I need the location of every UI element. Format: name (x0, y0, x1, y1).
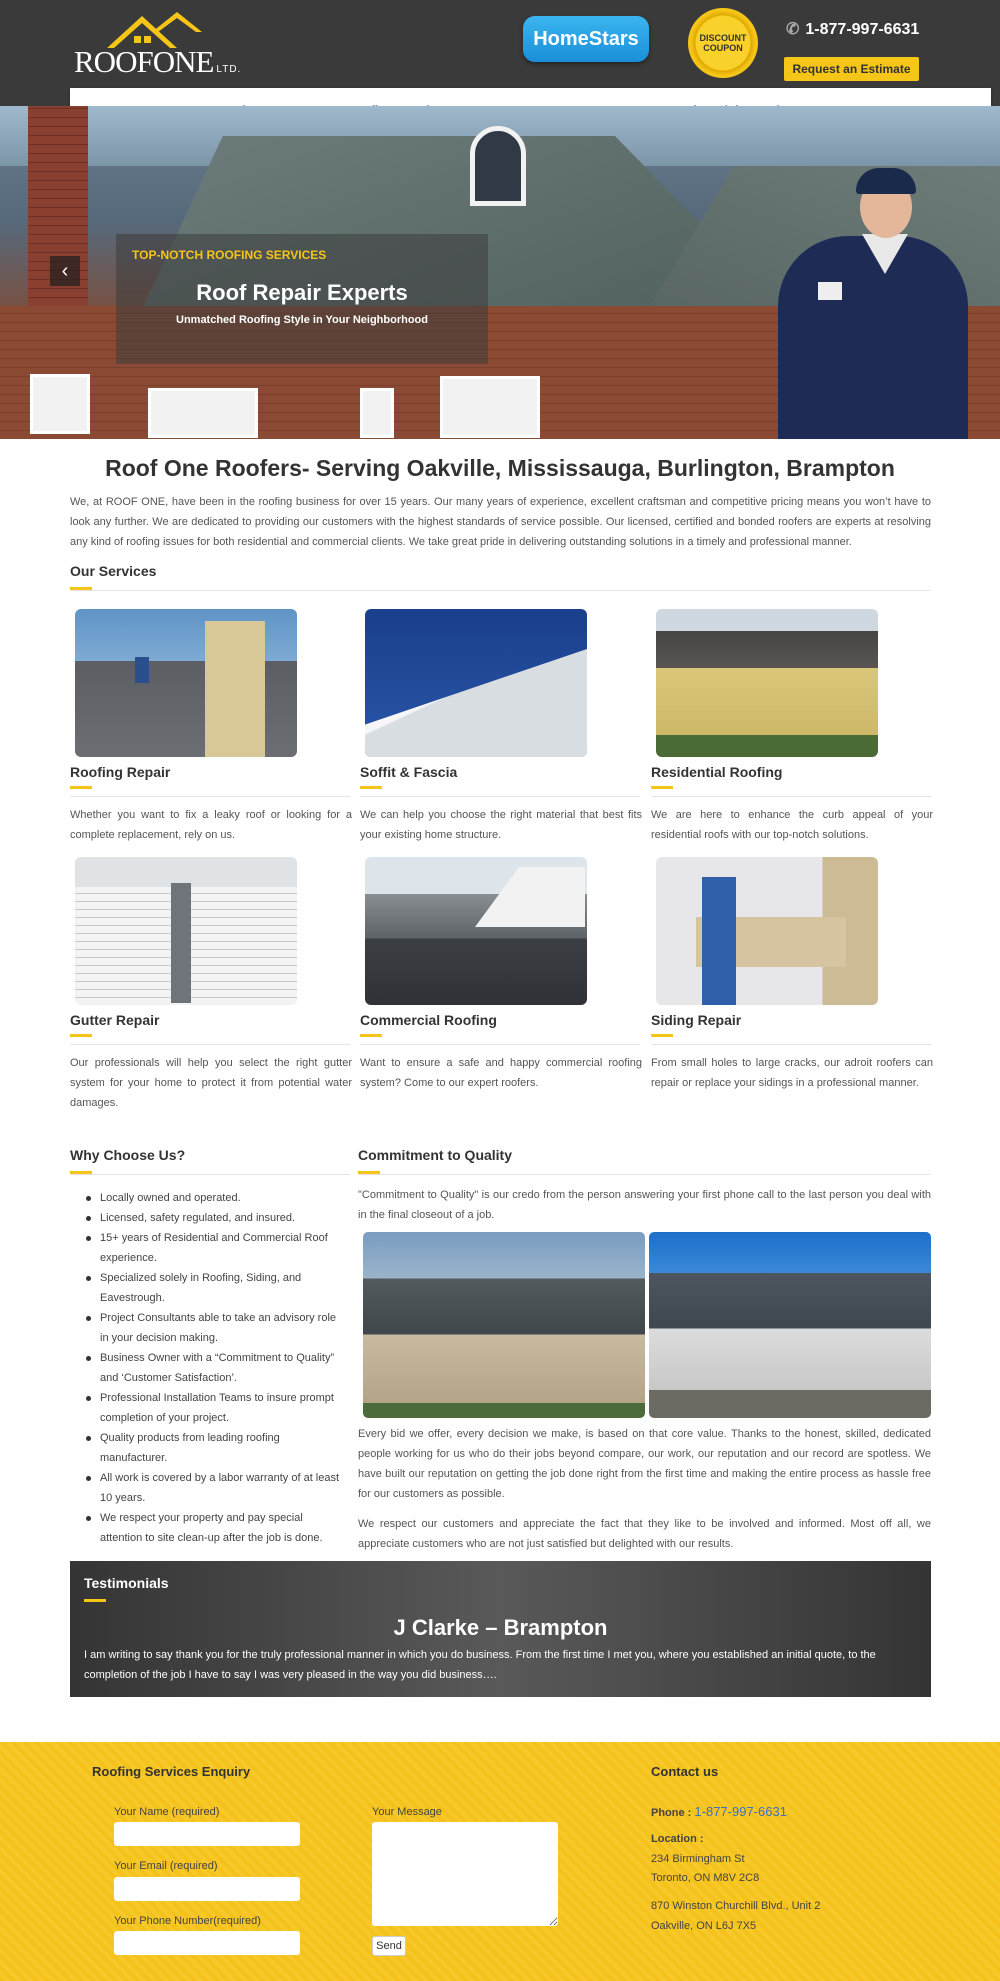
homestars-badge[interactable]: HomeStars (523, 16, 649, 62)
list-item: We respect your property and pay special attention to site clean-up after the job is done. (86, 1508, 346, 1548)
service-desc-soffit-fascia: We can help you choose the right material that best fits your existing home structure. (360, 809, 642, 841)
phone-field[interactable] (114, 1931, 300, 1955)
name-field[interactable] (114, 1822, 300, 1846)
list-item: Licensed, safety regulated, and insured. (86, 1208, 346, 1228)
roofer-photo (778, 146, 968, 439)
discount-coupon-badge[interactable]: DISCOUNT COUPON (688, 8, 758, 78)
divider (360, 796, 640, 797)
soffit-shape (365, 649, 587, 757)
email-label: Your Email (required) (114, 1860, 218, 1872)
service-image-siding-repair[interactable] (656, 857, 878, 1005)
service-desc-commercial-roofing: Want to ensure a safe and happy commercial roofing system? Come to our expert roofers. (360, 1057, 642, 1089)
contact-phone: Phone : 1-877-997-6631 (651, 1804, 787, 1819)
service-title-roofing-repair[interactable]: Roofing Repair (70, 764, 171, 780)
service-title-commercial-roofing[interactable]: Commercial Roofing (360, 1012, 497, 1028)
logo-wordmark: ROOFONE LTD. (74, 44, 242, 79)
hero-window (148, 388, 258, 438)
hero-dormer-window (470, 126, 526, 206)
hero-title: Roof Repair Experts (196, 280, 408, 305)
quality-paragraph-2: Every bid we offer, every decision we make, is based on that core value. Thanks to the honest, skilled, dedicated people working for us who do their jobs beyond compare, our work, our reputation and our record are spotless. We have built our reputation on getting the job done right from the first time and making the entire process as hassle free for our customers as possible. (358, 1428, 931, 1500)
address-1-line-2: Toronto, ON M8V 2C8 (651, 1872, 760, 1884)
contact-phone-link[interactable]: 1-877-997-6631 (694, 1804, 787, 1819)
hero-tagline: TOP-NOTCH ROOFING SERVICES (132, 248, 327, 262)
quality-image-house-1 (363, 1232, 645, 1418)
site-logo[interactable] (72, 10, 242, 79)
quality-paragraph-3: We respect our customers and appreciate the fact that they like to be involved and informed. Most off all, we appreciate customers who are not just satisfied but delighted with our results. (358, 1518, 931, 1550)
address-1-line-1: 234 Birmingham St (651, 1853, 745, 1865)
service-desc-roofing-repair: Whether you want to fix a leaky roof or looking for a complete replacement, rely on us. (70, 809, 352, 841)
divider (358, 1174, 931, 1175)
message-label: Your Message (372, 1806, 442, 1818)
quality-heading: Commitment to Quality (358, 1147, 513, 1163)
service-title-siding-repair[interactable]: Siding Repair (651, 1012, 742, 1028)
divider (70, 590, 931, 591)
worker-figure (135, 657, 149, 683)
message-field[interactable] (372, 1822, 558, 1926)
intro-paragraph: We, at ROOF ONE, have been in the roofing business for over 15 years. Our many years of experience, excellent craftsman and competitive pricing means you won’t have to look any further. We are dedicated to providing our customers with the highest standards of service possible. Our licensed, certified and bonded roofers are experts at resolving any kind of roofing issues for both residential and commercial clients. We take great pride in delivering outstanding solutions in a timely and professional manner. (70, 496, 931, 548)
list-item: 15+ years of Residential and Commercial Roof experience. (86, 1228, 346, 1268)
location-label: Location : (651, 1833, 704, 1845)
divider (70, 796, 350, 797)
address-2-line-1: 870 Winston Churchill Blvd., Unit 2 (651, 1900, 821, 1912)
roofer-cap (856, 168, 916, 194)
roofer-badge (818, 282, 842, 300)
chimney-siding (205, 621, 265, 757)
roofer-body (778, 236, 968, 439)
testimonials-heading: Testimonials (84, 1575, 169, 1591)
phone-label: Your Phone Number(required) (114, 1915, 261, 1927)
divider (651, 796, 931, 797)
services-heading: Our Services (70, 563, 157, 579)
why-choose-list (86, 1188, 346, 1548)
service-image-commercial-roofing[interactable] (365, 857, 587, 1005)
hero-window (440, 376, 540, 438)
service-desc-siding-repair: From small holes to large cracks, our adroit roofers can repair or replace your sidings in a professional manner. (651, 1057, 933, 1089)
divider (70, 1044, 350, 1045)
send-button[interactable]: Send (372, 1936, 406, 1956)
list-item: Quality products from leading roofing manufacturer. (86, 1428, 346, 1468)
service-title-residential-roofing[interactable]: Residential Roofing (651, 764, 783, 780)
page-title: Roof One Roofers- Serving Oakville, Mississauga, Burlington, Brampton (105, 455, 895, 481)
slider-prev-button[interactable] (50, 256, 80, 286)
testimonials-section (70, 1561, 931, 1697)
list-item: Project Consultants able to take an advisory role in your decision making. (86, 1308, 346, 1348)
list-item: Business Owner with a “Commitment to Quality” and ‘Customer Satisfaction’. (86, 1348, 346, 1388)
worker-figure (702, 877, 736, 1005)
worker-figure (171, 883, 191, 1003)
name-label: Your Name (required) (114, 1806, 220, 1818)
chevron-left-icon: ‹ (61, 259, 69, 282)
list-item: All work is covered by a labor warranty of at least 10 years. (86, 1468, 346, 1508)
service-title-soffit-fascia[interactable]: Soffit & Fascia (360, 764, 458, 780)
list-item: Locally owned and operated. (86, 1188, 346, 1208)
building-shape (475, 867, 585, 927)
hero-caption (116, 234, 488, 364)
quality-image-house-2 (649, 1232, 931, 1418)
why-choose-heading: Why Choose Us? (70, 1147, 186, 1163)
list-item: Specialized solely in Roofing, Siding, and Eavestrough. (86, 1268, 346, 1308)
quality-paragraph-1: "Commitment to Quality" is our credo from the person answering your first phone call to the last person you deal with in the final closeout of a job. (358, 1189, 931, 1221)
testimonial-text: I am writing to say thank you for the truly professional manner in which you do business. From the first time I met you, where you established an initial quote, to the completion of the job I have to say I was very pleased in the way you did business…. (84, 1649, 876, 1681)
service-image-gutter-repair[interactable] (75, 857, 297, 1005)
request-estimate-button[interactable]: Request an Estimate (784, 57, 919, 81)
service-image-roofing-repair[interactable] (75, 609, 297, 757)
header-phone[interactable]: ✆ 1-877-997-6631 (786, 21, 920, 38)
service-title-gutter-repair[interactable]: Gutter Repair (70, 1012, 160, 1028)
hero-window (30, 374, 90, 434)
list-item: Professional Installation Teams to insure prompt completion of your project. (86, 1388, 346, 1428)
service-desc-residential-roofing: We are here to enhance the curb appeal of your residential roofs with our top-notch solutions. (651, 809, 933, 841)
contact-heading: Contact us (651, 1764, 719, 1779)
enquiry-heading: Roofing Services Enquiry (92, 1764, 251, 1779)
phone-icon: ✆ (786, 21, 800, 38)
service-image-soffit-fascia[interactable] (365, 609, 587, 757)
hero-window (360, 388, 394, 438)
divider (360, 1044, 640, 1045)
divider (70, 1174, 350, 1175)
hero-subtitle: Unmatched Roofing Style in Your Neighborhood (176, 314, 428, 326)
testimonial-author: J Clarke – Brampton (393, 1615, 608, 1640)
address-2-line-2: Oakville, ON L6J 7X5 (651, 1920, 757, 1932)
email-field[interactable] (114, 1877, 300, 1901)
divider (651, 1044, 931, 1045)
service-desc-gutter-repair: Our professionals will help you select the right gutter system for your home to protect it from potential water damages. (70, 1057, 352, 1109)
hero-slider (0, 106, 1000, 439)
service-image-residential-roofing[interactable] (656, 609, 878, 757)
